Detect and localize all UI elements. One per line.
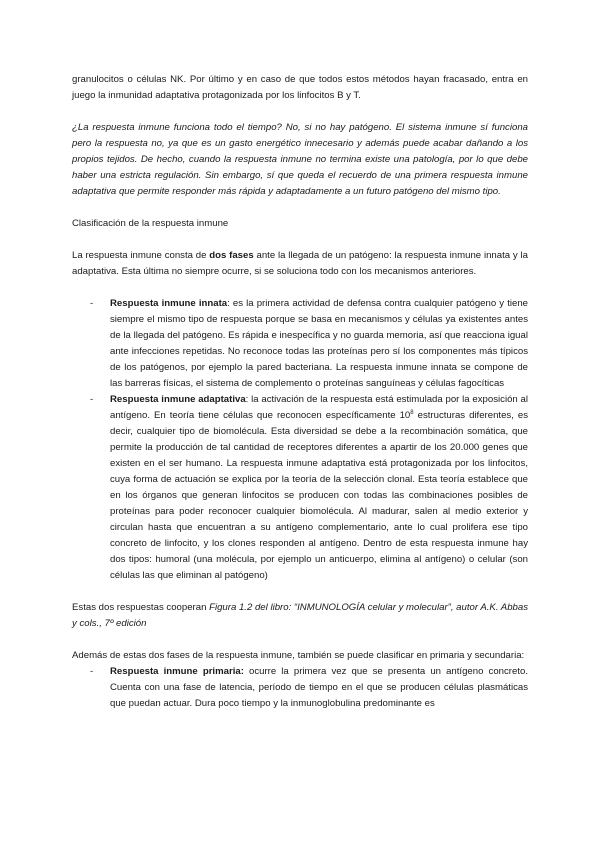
paragraph-intro: granulocitos o células NK. Por último y en caso de que todos estos métodos hayan fracasado, entra en juego la inmunidad adaptativa protagonizada por los linfocitos B y T. (72, 74, 528, 101)
paragraph-cooperate: Estas dos respuestas cooperan Figura 1.2 del libro: “INMUNOLOGÍA celular y molecular”, autor A.K. Abbas y cols., 7º edición (72, 602, 529, 629)
paragraph-phases: La respuesta inmune consta de dos fases ante la llegada de un patógeno: la respuesta inmune innata y la adaptativa. Esta última no siempre ocurre, si se soluciona todo con los mecanismos anteriores. (72, 250, 528, 277)
primary-secondary-list (72, 664, 528, 712)
bullet-dash: - (90, 394, 94, 405)
innate-title: Respuesta inmune innata (110, 298, 228, 309)
list-item-adaptive: - Respuesta inmune adaptativa: la activación de la respuesta está estimulada por la exposición al antígeno. En teoría tiene células que reconocen específicamente $10^8$ estructuras diferentes, es decir, cualquier tipo de biomolécula. Esta diversidad se debe a la recombinación somática, que permite la producción de tal cantidad de receptores diferentes a apartir de los 20.000 genes que existen en el ser humano. La respuesta inmune adaptativa está protagonizada por los linfocitos, cuya forma de actuación se explica por la teoría de la selección clonal. Esta teoría establece que en los órganos que generan linfocitos se producen con todas las combinaciones posibles de proteínas para poder reconocer cualquier biomolécula. Al madurar, salen al medio exterior y circulan hasta que encuentran a su antígeno complementario, ante lo cual prolifera ese tipo concreto de linfocito, y los clones responden al antígeno. Dentro de esta respuesta inmune hay dos tipos: humoral (una molécula, por ejemplo un anticuerpo, elimina al antígeno) o celular (son células las que eliminan al patógeno) (90, 394, 529, 581)
phases-list (72, 296, 528, 584)
bullet-dash: - (90, 298, 94, 309)
adaptive-title: Respuesta inmune adaptativa (110, 394, 246, 405)
primary-title: Respuesta inmune primaria: (110, 666, 244, 677)
list-item-innate: - Respuesta inmune innata: es la primera actividad de defensa contra cualquier patógeno y tiene siempre el mismo tipo de respuesta porque se basa en mecanismos y células ya existentes antes de la llegada del patógeno. Es rápida e inespecífica y no guarda memoria, así que reacciona igual ante infecciones repetidas. No reconoce todas las proteínas pero sí los componentes más típicos de los patógenos, por ejemplo la pared bacteriana. La respuesta inmune innata se compone de las barreras físicas, el sistema de complemento o proteínas sanguíneas y células fagocíticas (90, 298, 528, 389)
list-item-primary: - Respuesta inmune primaria: ocurre la primera vez que se presenta un antígeno concreto. Cuenta con una fase de latencia, período de tiempo en el que se producen células plasmáticas que puedan actuar. Dura poco tiempo y la inmunoglobulina predominante es (90, 666, 528, 709)
paragraph-question: ¿La respuesta inmune funciona todo el tiempo? No, si no hay patógeno. El sistema inmune sí funciona pero la respuesta no, ya que es un gasto energético innecesario y además puede acabar dañando a los propios tejidos. De hecho, cuando la respuesta inmune no termina existe una patología, por lo que debe haber una estricta regulación. Sin embargo, sí que queda el recuerdo de una primera respuesta inmune adaptativa que permite responder más rápida y adaptadamente a un futuro patógeno del mismo tipo. (72, 122, 528, 197)
paragraph-also: Además de estas dos fases de la respuesta inmune, también se puede clasificar en primaria y secundaria: (72, 650, 525, 661)
section-heading: Clasificación de la respuesta inmune (72, 218, 229, 229)
bullet-dash: - (90, 666, 94, 677)
